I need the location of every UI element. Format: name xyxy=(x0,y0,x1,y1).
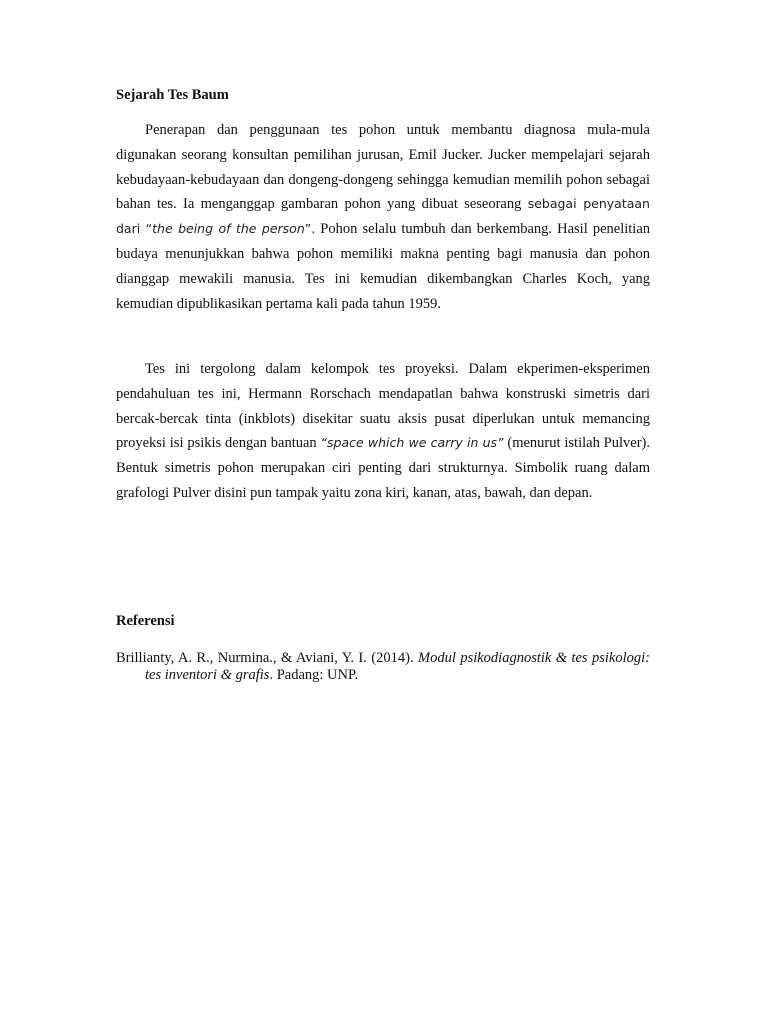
p1-quote: the being of the person xyxy=(152,221,305,237)
paragraph-1 xyxy=(116,118,650,316)
p2-quote: “space which we carry in us” xyxy=(320,435,504,451)
references-heading: Referensi xyxy=(116,613,175,629)
reference-authors: Brillianty, A. R., Nurmina., & Aviani, Y. I. (2014). xyxy=(116,650,419,666)
section-heading: Sejarah Tes Baum xyxy=(116,87,229,103)
p1-text-b: sebagai penyataan dari “ xyxy=(116,196,650,237)
paragraph-2 xyxy=(116,357,650,506)
p1-text-a: Penerapan dan penggunaan tes pohon untuk membantu diagnosa mula-mula digunakan seorang konsultan pemilihan jurusan, Emil Jucker. Jucker mempelajari sejarah kebudayaan-kebudayaan dan dongeng-dongeng sehingga kemudian memilih pohon sebagai bahan tes. Ia menganggap gambaran pohon yang dibuat seseorang xyxy=(116,122,650,213)
reference-publisher: . Padang: UNP. xyxy=(269,667,359,683)
reference-title: Modul psikodiagnostik & tes psikologi: tes inventori & grafis xyxy=(145,650,650,683)
p2-text-a: Tes ini tergolong dalam kelompok tes proyeksi. Dalam ekperimen-eksperimen pendahuluan tes ini, Hermann Rorschach mendapatlan bahwa konstruski simetris dari bercak-bercak tinta (inkblots) disekitar suatu aksis pusat diperlukan untuk memancing proyeksi isi psikis dengan bantuan xyxy=(116,361,650,452)
p1-text-e: Pohon selalu tumbuh dan berkembang. Hasil penelitian budaya menunjukkan bahwa pohon memiliki makna penting bagi manusia dan pohon dianggap mewakili manusia. Tes ini kemudian dikembangkan Charles Koch, yang kemudian dipublikasikan pertama kali pada tahun 1959. xyxy=(116,221,651,312)
reference-item xyxy=(116,650,650,684)
p1-quote-end: ”. xyxy=(304,221,316,237)
p2-text-c: (menurut istilah Pulver). Bentuk simetris pohon merupakan ciri penting dari strukturnya. Simbolik ruang dalam grafologi Pulver disini pun tampak yaitu zona kiri, kanan, atas, bawah, dan depan. xyxy=(116,435,650,501)
